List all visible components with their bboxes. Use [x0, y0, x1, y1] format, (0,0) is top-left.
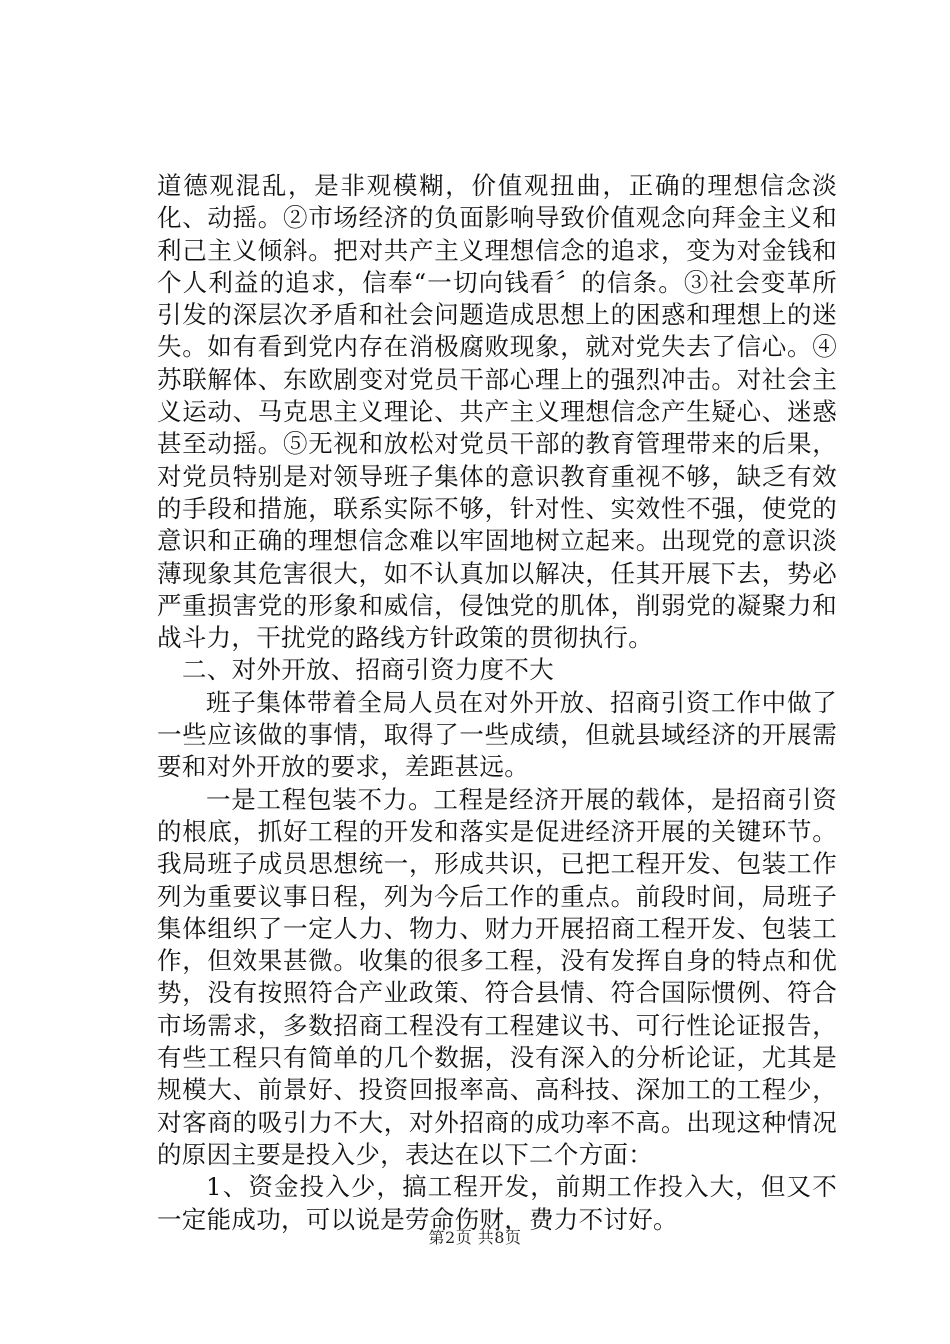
paragraph-continued: 道德观混乱，是非观模糊，价值观扭曲，正确的理想信念淡化、动摇。②市场经济的负面影响导致价值观念向拜金主义和利己主义倾斜。把对共产主义理想信念的追求，变为对金钱和个人利益的追求，信奉“一切向钱看〞的信条。③社会变革所引发的深层次矛盾和社会问题造成思想上的困惑和理想上的迷失。如有看到党内存在消极腐败现象，就对党失去了信心。④苏联解体、东欧剧变对党员干部心理上的强烈冲击。对社会主义运动、马克思主义理论、共产主义理想信念产生疑心、迷惑甚至动摇。⑤无视和放松对党员干部的教育管理带来的后果，对党员特别是对领导班子集体的意识教育重视不够，缺乏有效的手段和措施，联系实际不够，针对性、实效性不强，使党的意识和正确的理想信念难以牢固地树立起来。出现党的意识淡薄现象其危害很大，如不认真加以解决，任其开展下去，势必严重损害党的形象和威信，侵蚀党的肌体，削弱党的凝聚力和战斗力，干扰党的路线方针政策的贯彻执行。 [157, 171, 837, 653]
page-footer: 第2页 共8页 [428, 1228, 522, 1247]
paragraph-point-one: 一是工程包装不力。工程是经济开展的载体，是招商引资的根底，抓好工程的开发和落实是促进经济开展的关键环节。我局班子成员思想统一，形成共识，已把工程开发、包装工作列为重要议事日程，列为今后工作的重点。前段时间，局班子集体组织了一定人力、物力、财力开展招商工程开发、包装工作，但效果甚微。收集的很多工程，没有发挥自身的特点和优势，没有按照符合产业政策、符合县情、符合国际惯例、符合市场需求，多数招商工程没有工程建议书、可行性论证报告，有些工程只有简单的几个数据，没有深入的分析论证，尤其是规模大、前景好、投资回报率高、高科技、深加工的工程少，对客商的吸引力不大，对外招商的成功率不高。出现这种情况的原因主要是投入少，表达在以下二个方面： [157, 784, 837, 1169]
document-body [157, 170, 837, 1236]
paragraph-intro: 班子集体带着全局人员在对外开放、招商引资工作中做了一些应该做的事情，取得了一些成绩，但就县域经济的开展需要和对外开放的要求，差距甚远。 [157, 687, 837, 782]
section-heading: 二、对外开放、招商引资力度不大 [182, 655, 554, 685]
paragraph-list-item-1: 1、资金投入少，搞工程开发，前期工作投入大，但又不一定能成功，可以说是劳命伤财，费力不讨好。 [157, 1172, 837, 1234]
